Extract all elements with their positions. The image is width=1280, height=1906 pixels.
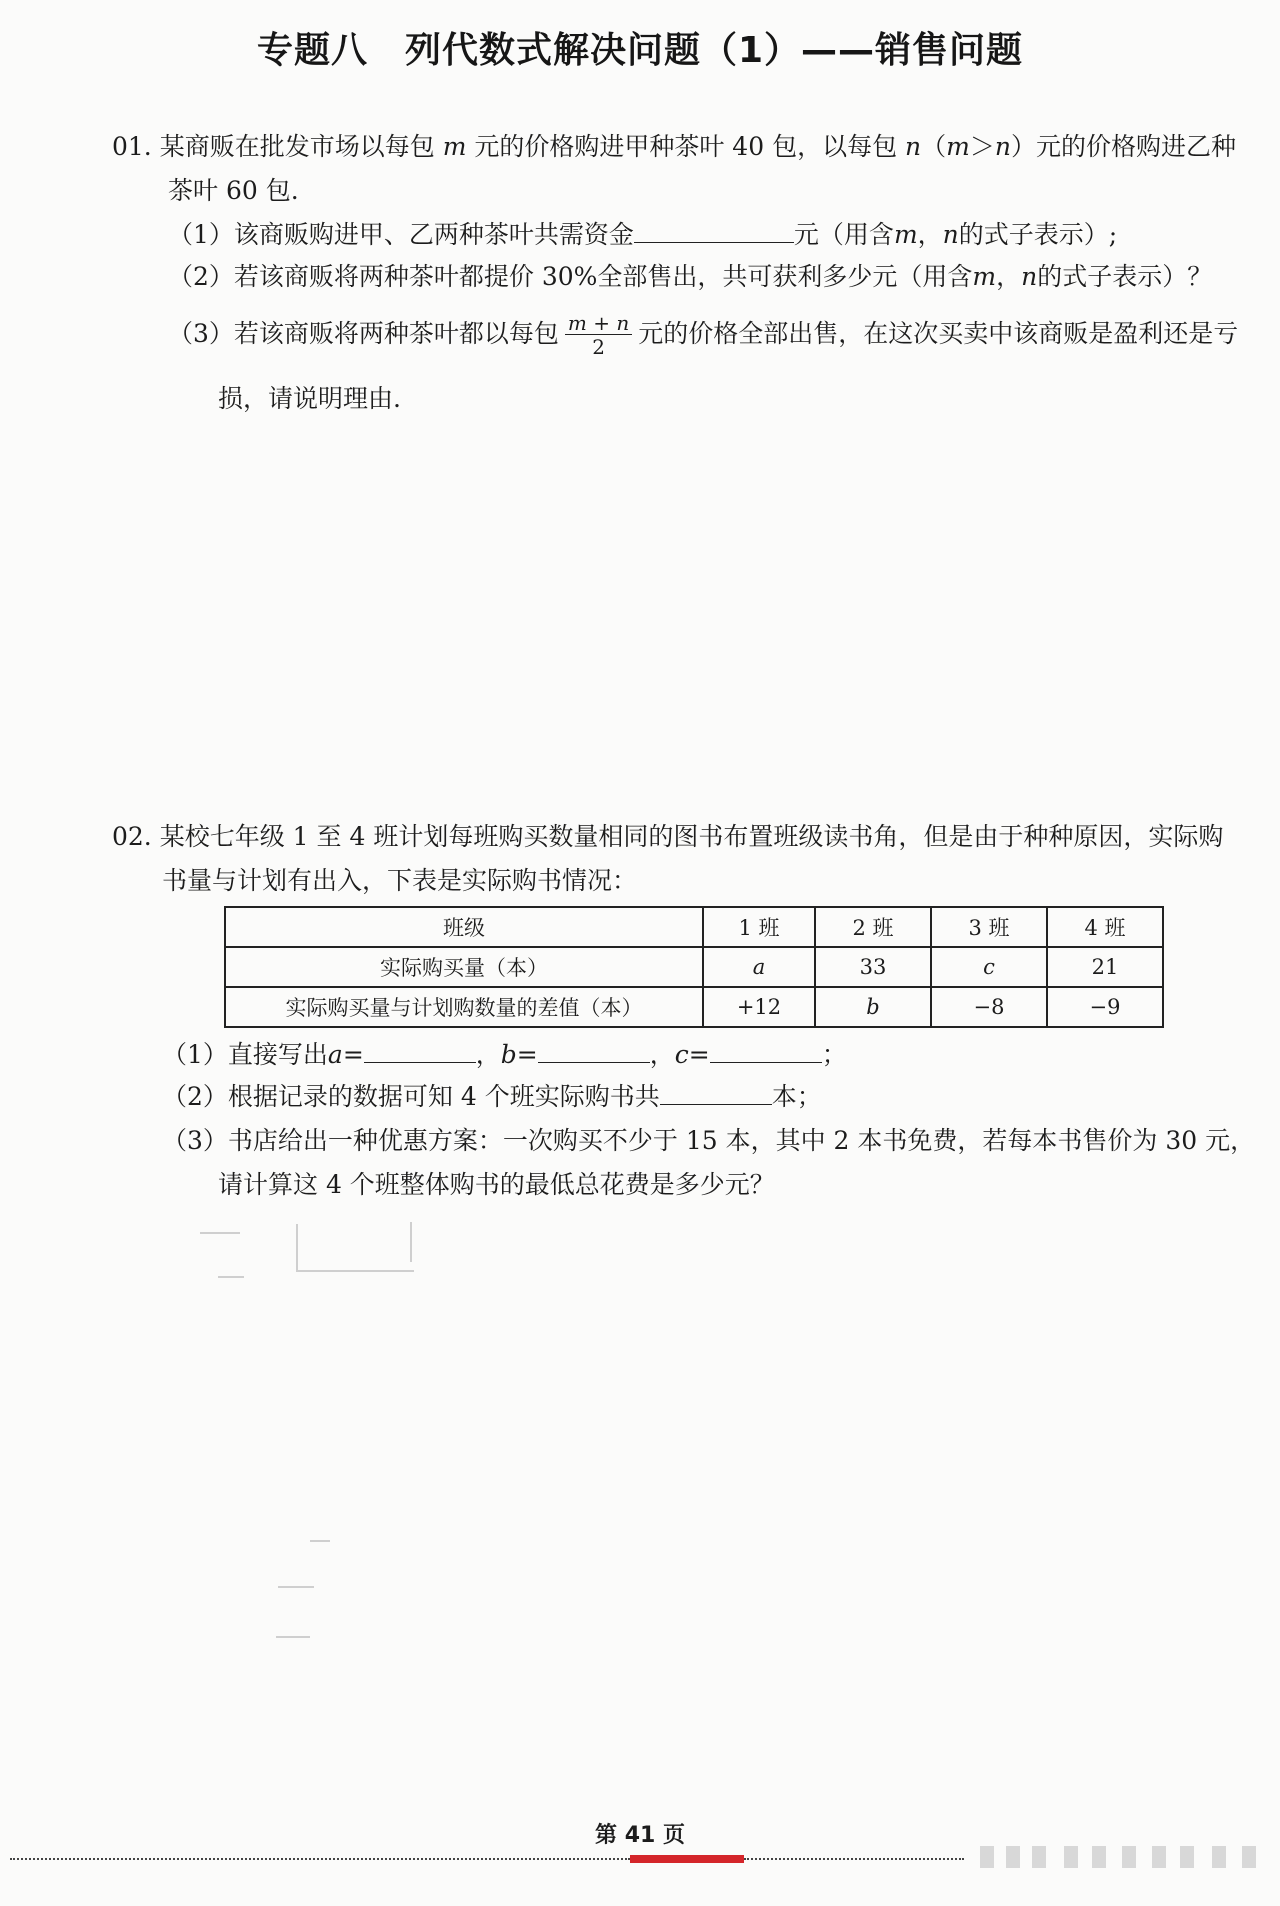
- q1-p1-answer-blank[interactable]: [634, 241, 794, 243]
- table-header-cell: 2 班: [815, 907, 931, 947]
- q2-number: 02.: [112, 822, 152, 851]
- scan-mark: [410, 1222, 412, 1262]
- q2-p2-label: （2）根据记录的数据可知 4 个班实际购书共: [162, 1082, 660, 1111]
- q1-number: 01.: [112, 132, 152, 161]
- table-cell: −8: [931, 987, 1047, 1027]
- table-row: [225, 987, 1163, 1027]
- q2-p1-label: （1）直接写出: [162, 1040, 328, 1069]
- scan-mark: [310, 1540, 330, 1542]
- table-cell: c: [931, 947, 1047, 987]
- table-cell: 实际购买量与计划购数量的差值（本）: [225, 987, 703, 1027]
- q2-answer-a-blank[interactable]: [364, 1061, 476, 1063]
- q1-p1-comma: ，: [917, 220, 943, 249]
- q1-part3: [168, 312, 1238, 359]
- q2-stem-line2: 书量与计划有出入，下表是实际购书情况：: [162, 866, 638, 895]
- scan-mark: [278, 1586, 314, 1588]
- q1-cond-n: n: [994, 132, 1011, 161]
- table-cell: 21: [1047, 947, 1163, 987]
- q1-cond-open: （: [921, 132, 947, 161]
- q2-stem-text: 某校七年级 1 至 4 班计划每班购买数量相同的图书布置班级读书角，但是由于种种原因，实际购: [159, 822, 1224, 851]
- table-cell: b: [815, 987, 931, 1027]
- q1-p1-label: （1）该商贩购进甲、乙两种茶叶共需资金: [168, 220, 634, 249]
- scan-mark: [200, 1232, 240, 1234]
- footer-rule-right: [744, 1858, 964, 1860]
- q2-part1: [162, 1040, 847, 1070]
- q1-stem-line2: 茶叶 60 包.: [168, 176, 299, 205]
- q2-stem-line1: [112, 822, 1223, 852]
- scan-mark: [218, 1276, 244, 1278]
- page-title: 专题八 列代数式解决问题（1）——销售问题: [256, 30, 1024, 71]
- q1-p1-var-n: n: [942, 220, 959, 249]
- scan-mark: [276, 1636, 310, 1638]
- fraction-numerator: m + n: [565, 312, 632, 335]
- q1-p1-var-m: m: [893, 220, 918, 249]
- q2-answer-c-blank[interactable]: [710, 1061, 822, 1063]
- q1-stem-a: 某商贩在批发市场以每包: [159, 132, 435, 161]
- q1-p2-comma: ，: [996, 262, 1022, 291]
- q1-p1-tail: 元（用含: [793, 220, 894, 249]
- table-cell: a: [703, 947, 815, 987]
- q2-part3-line2: 请计算这 4 个班整体购书的最低总花费是多少元？: [218, 1170, 775, 1199]
- fraction-denominator: 2: [592, 335, 605, 359]
- q2-p1-sep1: ，: [475, 1040, 501, 1069]
- q1-p3-label: （3）若该商贩将两种茶叶都以每包: [168, 319, 559, 348]
- scan-mark: [296, 1224, 298, 1270]
- page-number: 第 41 页: [595, 1823, 685, 1848]
- purchase-table: [224, 906, 1164, 1028]
- q1-stem-c: 元的价格购进乙种: [1036, 132, 1237, 161]
- table-cell: 33: [815, 947, 931, 987]
- q2-p1-a: a=: [327, 1040, 364, 1069]
- q2-answer-b-blank[interactable]: [538, 1061, 650, 1063]
- q1-p2-var-m: m: [972, 262, 997, 291]
- q2-p1-sep2: ，: [649, 1040, 675, 1069]
- q1-cond-m: m: [946, 132, 970, 161]
- q1-p2-end: 的式子表示）？: [1037, 262, 1213, 291]
- table-header-cell: 班级: [225, 907, 703, 947]
- table-header-cell: 4 班: [1047, 907, 1163, 947]
- q1-p2-var-n: n: [1021, 262, 1038, 291]
- q1-part1: [168, 220, 1117, 250]
- table-cell: +12: [703, 987, 815, 1027]
- q1-p3-tail: 元的价格全部出售，在这次买卖中该商贩是盈利还是亏: [638, 319, 1239, 348]
- q1-p2-label: （2）若该商贩将两种茶叶都提价 30%全部售出，共可获利多少元（用含: [168, 262, 973, 291]
- q1-part2: [168, 262, 1212, 292]
- table-row: [225, 947, 1163, 987]
- table-cell: −9: [1047, 987, 1163, 1027]
- q2-part3-line1: （3）书店给出一种优惠方案：一次购买不少于 15 本，其中 2 本书免费，若每本书售价为 30 元，: [162, 1126, 1256, 1155]
- q2-p1-b: b=: [500, 1040, 538, 1069]
- footer-rule-left: [10, 1858, 630, 1860]
- q1-var-n: n: [905, 132, 922, 161]
- q1-stem-b: 元的价格购进甲种茶叶 40 包，以每包: [474, 132, 898, 161]
- q2-p1-end: ；: [821, 1040, 847, 1069]
- q1-p3-fraction: [565, 312, 632, 359]
- scan-mark: [296, 1270, 414, 1272]
- table-header-cell: 1 班: [703, 907, 815, 947]
- q2-part2: [162, 1082, 822, 1112]
- footer-accent-bar: [630, 1855, 744, 1863]
- table-header-cell: 3 班: [931, 907, 1047, 947]
- table-header-row: [225, 907, 1163, 947]
- q2-p2-end: 本；: [771, 1082, 822, 1111]
- q1-cond-gt: ＞: [969, 132, 995, 161]
- q1-cond-close: ）: [1011, 132, 1037, 161]
- q2-p2-answer-blank[interactable]: [660, 1103, 772, 1105]
- q1-p1-end: 的式子表示）;: [958, 220, 1118, 249]
- q1-var-m: m: [442, 132, 467, 161]
- q2-p1-c: c=: [674, 1040, 710, 1069]
- q1-stem-line1: [112, 132, 1236, 162]
- scan-edge-marks: [980, 1846, 1280, 1868]
- table-cell: 实际购买量（本）: [225, 947, 703, 987]
- q1-p3-line2: 损，请说明理由.: [218, 384, 401, 413]
